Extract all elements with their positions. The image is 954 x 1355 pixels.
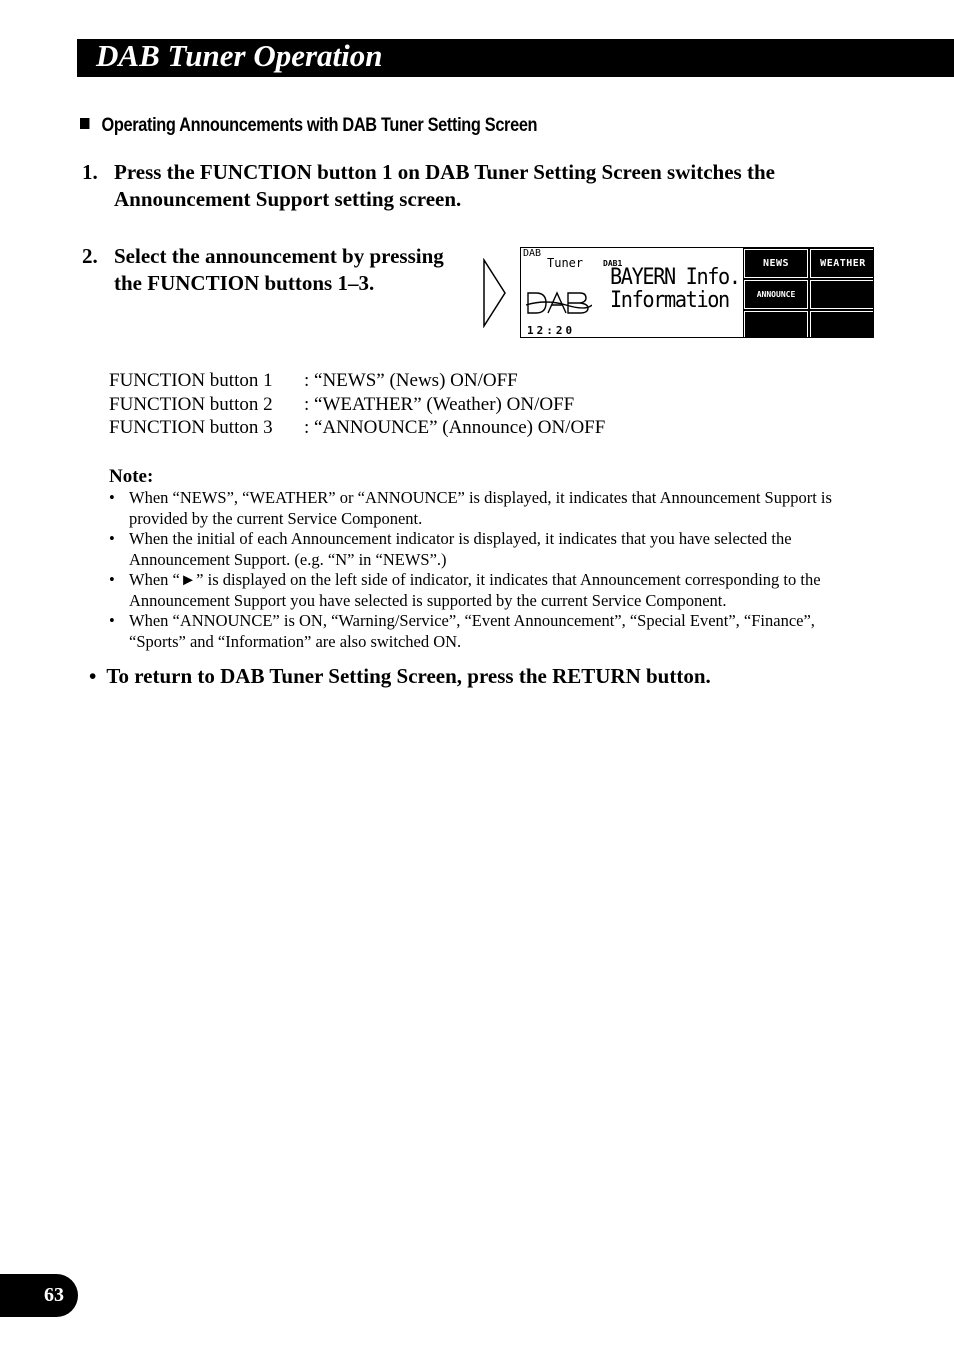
tuner-display-screen <box>520 247 874 338</box>
function-button-grid <box>743 248 874 338</box>
function-name: FUNCTION button 3 <box>109 417 273 438</box>
note-item: • When “►” is displayed on the left side of indicator, it indicates that Announcement corresponding to the Announcement Support you have selected is supported by the current Service Component. <box>109 570 869 611</box>
display-source-dab: DAB <box>523 248 542 259</box>
page-title: DAB Tuner Operation <box>96 38 383 73</box>
page-header-banner <box>77 39 954 77</box>
step-number: 1. <box>82 160 98 184</box>
note-item: • When “NEWS”, “WEATHER” or “ANNOUNCE” is displayed, it indicates that Announcement Support is provided by the current Service Component. <box>109 488 869 529</box>
square-bullet-icon <box>80 118 89 129</box>
display-clock: 12:20 <box>527 324 576 337</box>
function-button-empty[interactable] <box>744 311 808 338</box>
section-heading <box>80 115 537 137</box>
step-number: 2. <box>82 244 98 268</box>
function-button-empty[interactable] <box>810 311 874 338</box>
return-instruction-text: To return to DAB Tuner Setting Screen, press the RETURN button. <box>106 664 711 688</box>
page-number-tab <box>0 1274 78 1317</box>
return-instruction <box>89 664 711 689</box>
function-description: : “NEWS” (News) ON/OFF <box>304 370 518 391</box>
section-heading-text: Operating Announcements with DAB Tuner Setting Screen <box>101 115 538 136</box>
display-source-tuner: Tuner <box>547 256 584 270</box>
function-description: : “ANNOUNCE” (Announce) ON/OFF <box>304 417 606 438</box>
display-program-type: Information <box>610 288 729 313</box>
function-description: : “WEATHER” (Weather) ON/OFF <box>304 393 575 415</box>
note-title: Note: <box>109 466 154 487</box>
note-item: • When the initial of each Announcement indicator is displayed, it indicates that you have selected the Announcement Support. (e.g. “N” in “NEWS”.) <box>109 529 869 570</box>
page-number: 63 <box>44 1284 64 1306</box>
function-button-announce[interactable]: ANNOUNCE <box>744 280 808 309</box>
display-station-name: BAYERN Info. <box>610 265 740 290</box>
function-button-news[interactable]: NEWS <box>744 249 808 278</box>
function-button-empty[interactable] <box>810 280 874 309</box>
step-text: Select the announcement by pressing the FUNCTION buttons 1–3. <box>114 244 444 295</box>
dab-logo-icon <box>526 291 592 315</box>
function-name: FUNCTION button 1 <box>109 370 273 391</box>
function-name: FUNCTION button 2 <box>109 393 273 415</box>
note-item: • When “ANNOUNCE” is ON, “Warning/Service”, “Event Announcement”, “Special Event”, “Finance”, “Sports” and “Information” are also switched ON. <box>109 611 869 652</box>
bullet-icon: • <box>89 664 97 688</box>
note-list <box>109 488 869 652</box>
function-button-weather[interactable]: WEATHER <box>810 249 874 278</box>
pointer-arrow-icon <box>482 258 508 328</box>
step-text: Press the FUNCTION button 1 on DAB Tuner Setting Screen switches the Announcement Support setting screen. <box>114 160 775 211</box>
display-band: DAB1 <box>603 259 623 268</box>
